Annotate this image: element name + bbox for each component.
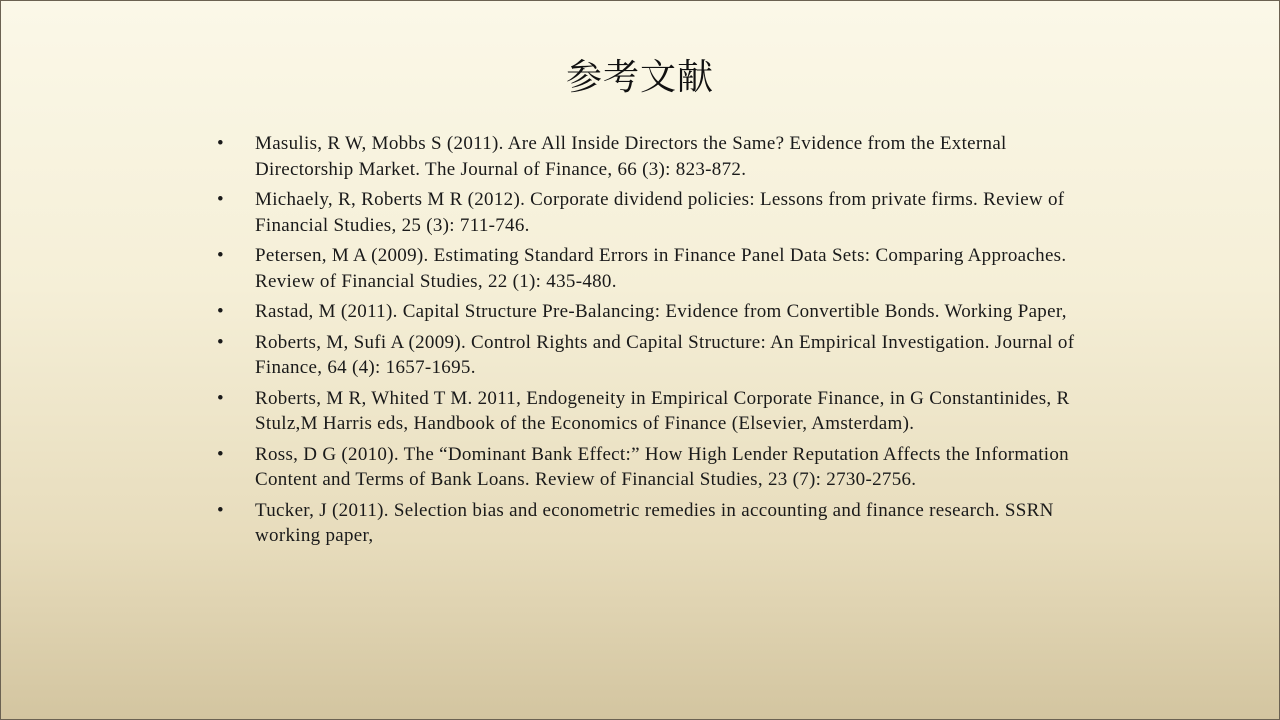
reference-text: Ross, D G (2010). The “Dominant Bank Effect:” How High Lender Reputation Affects the Information Content and Terms of Bank Loans. Review of Financial Studies, 23 (7): 2730-2756. [255,443,1069,490]
bullet-icon: • [217,301,224,322]
bullet-icon: • [217,133,224,154]
reference-item [215,131,1075,182]
reference-text: Tucker, J (2011). Selection bias and econometric remedies in accounting and finance research. SSRN working paper, [255,499,1054,546]
reference-item [215,386,1075,437]
slide-title: 参考文献 [565,57,714,98]
reference-text: Rastad, M (2011). Capital Structure Pre-Balancing: Evidence from Convertible Bonds. Working Paper, [255,301,1067,322]
bullet-icon: • [217,189,224,210]
reference-text: Masulis, R W, Mobbs S (2011). Are All Inside Directors the Same? Evidence from the External Directorship Market. The Journal of Finance, 66 (3): 823-872. [255,133,1007,180]
reference-text: Roberts, M, Sufi A (2009). Control Rights and Capital Structure: An Empirical Investigation. Journal of Finance, 64 (4): 1657-1695. [255,331,1075,378]
bullet-icon: • [217,499,224,521]
reference-text: Roberts, M R, Whited T M. 2011, Endogeneity in Empirical Corporate Finance, in G Constantinides, R Stulz,M Harris eds, Handbook of the Economics of Finance (Elsevier, Amsterdam). [255,387,1070,434]
reference-item [215,442,1075,493]
reference-item [215,330,1075,381]
reference-item [215,243,1075,294]
reference-item [215,498,1075,549]
bullet-icon: • [217,387,224,409]
bullet-icon: • [217,245,224,266]
bullet-icon: • [217,443,224,465]
reference-item [215,299,1075,325]
reference-list [215,131,1075,554]
reference-text: Michaely, R, Roberts M R (2012). Corporate dividend policies: Lessons from private firms. Review of Financial Studies, 25 (3): 711-746. [255,189,1065,236]
reference-item [215,187,1075,238]
reference-text: Petersen, M A (2009). Estimating Standard Errors in Finance Panel Data Sets: Comparing Approaches. Review of Financial Studies, 22 (1): 435-480. [255,245,1067,292]
bullet-icon: • [217,331,224,353]
